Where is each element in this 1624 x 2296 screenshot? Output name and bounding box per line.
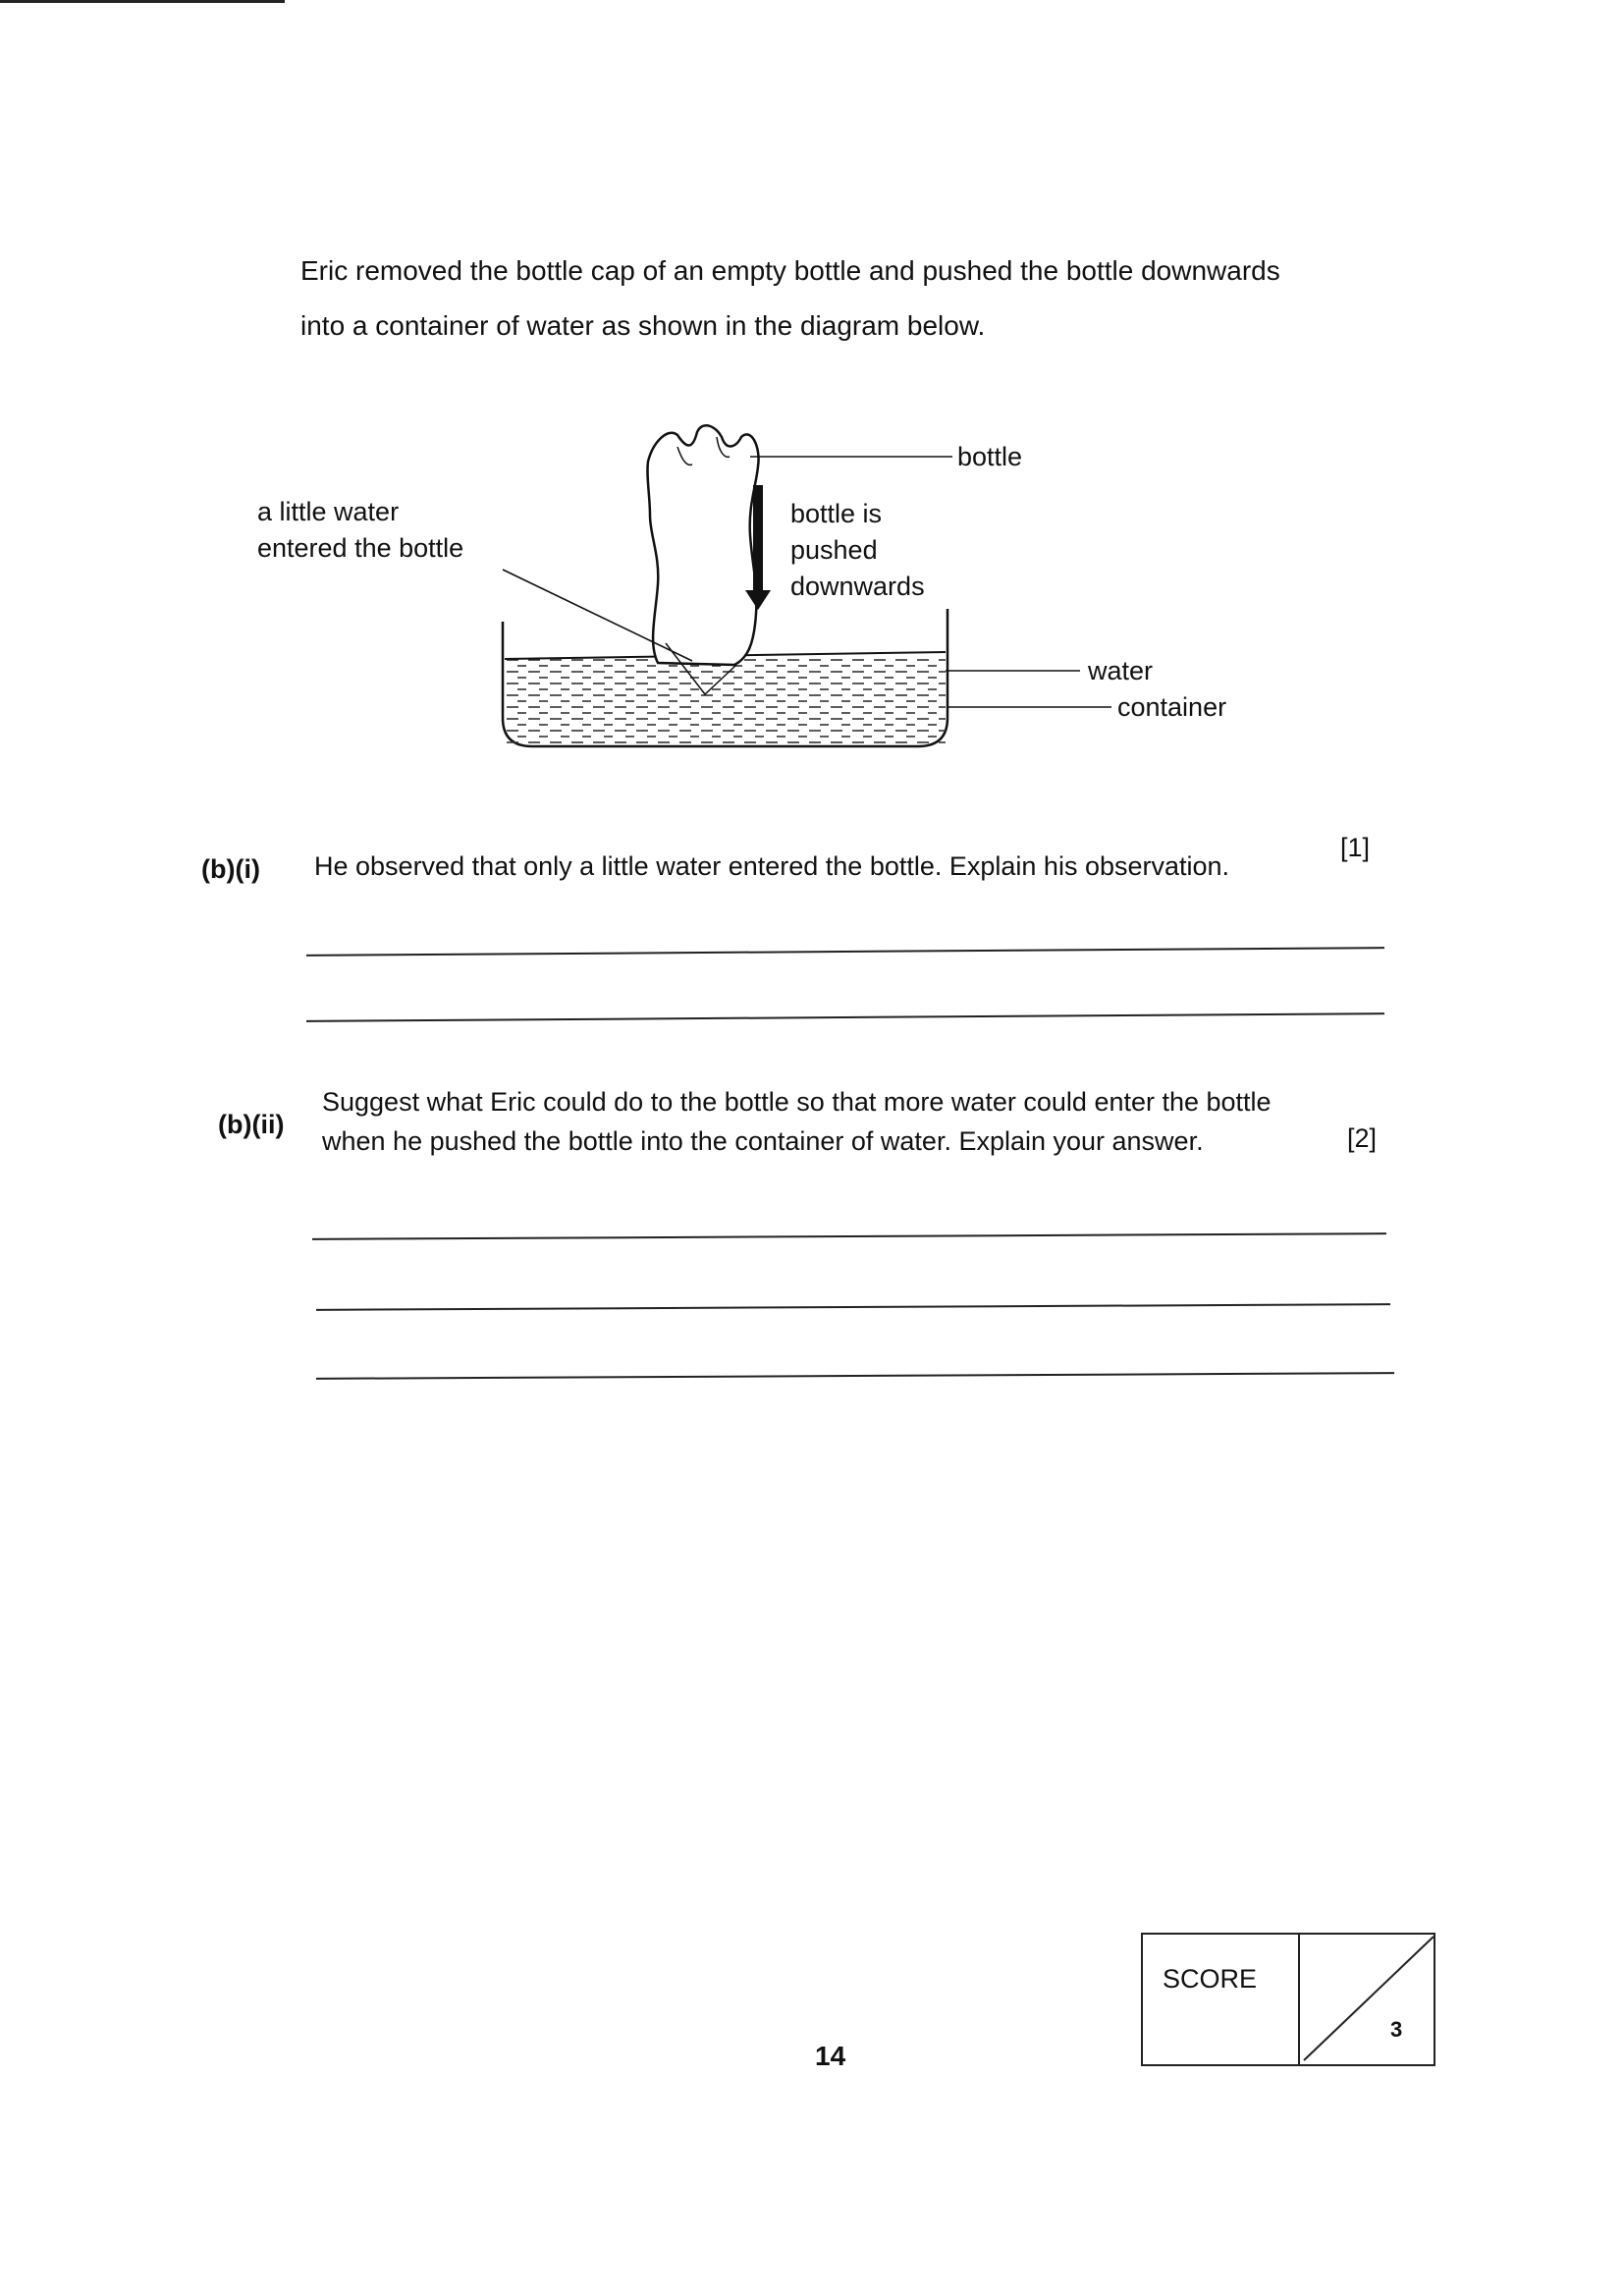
score-total: 3: [1390, 2017, 1403, 2042]
answer-line-b-i-2[interactable]: [306, 1012, 1384, 1022]
label-pushed-2: pushed: [790, 535, 878, 565]
marks-b-ii: [2]: [1347, 1123, 1378, 1153]
answer-line-b-ii-2[interactable]: [316, 1303, 1390, 1311]
question-b-ii-line-1: Suggest what Eric could do to the bottle so that more water could enter the bottle: [322, 1087, 1272, 1117]
question-label-b-ii: (b)(ii): [218, 1110, 285, 1139]
bottle-diagram: [245, 408, 1276, 791]
answer-line-b-ii-3[interactable]: [316, 1372, 1394, 1380]
answer-line-b-i-1[interactable]: [306, 947, 1384, 957]
bottle-shape: [647, 425, 758, 694]
page-number: 14: [815, 2041, 846, 2071]
label-water: water: [1088, 656, 1154, 685]
top-rule: [0, 0, 285, 3]
answer-line-b-ii-1[interactable]: [312, 1232, 1386, 1240]
label-pushed-1: bottle is: [790, 499, 883, 528]
label-water-entered-1: a little water: [257, 497, 400, 526]
label-container: container: [1117, 692, 1227, 722]
question-b-ii-line-2: when he pushed the bottle into the container of water. Explain your answer.: [322, 1126, 1204, 1156]
label-pushed-3: downwards: [790, 572, 925, 601]
question-label-b-i: (b)(i): [201, 854, 260, 884]
marks-b-i: [1]: [1340, 833, 1371, 862]
intro-line-1: Eric removed the bottle cap of an empty bottle and pushed the bottle downwards: [300, 255, 1280, 286]
label-water-entered-2: entered the bottle: [257, 533, 464, 563]
score-diagonal: [1300, 1935, 1435, 2064]
question-intro: [300, 244, 1380, 354]
question-text-b-i: [314, 847, 1316, 886]
water-surface: [505, 652, 946, 745]
score-box: [1141, 1933, 1435, 2066]
question-text-b-ii: [322, 1082, 1392, 1161]
intro-line-2: into a container of water as shown in the diagram below.: [300, 310, 986, 341]
question-b-i-line-1: He observed that only a little water entered the bottle. Explain his observation.: [314, 851, 1230, 881]
label-bottle: bottle: [957, 442, 1023, 471]
score-label: SCORE: [1163, 1964, 1258, 1994]
